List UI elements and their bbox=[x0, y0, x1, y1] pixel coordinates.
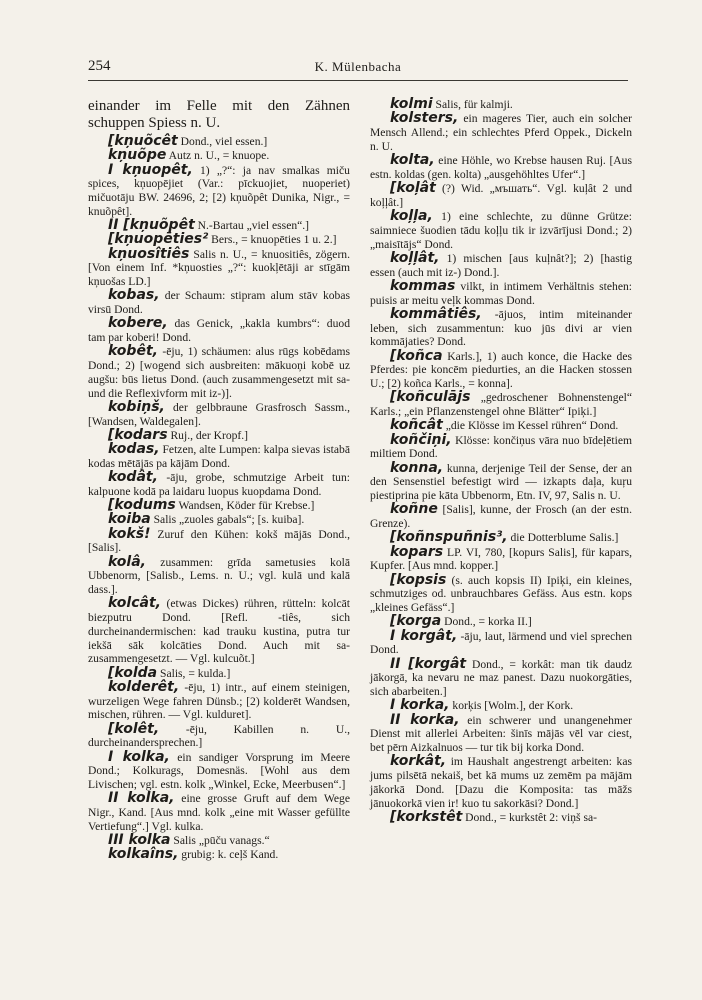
entry-text: Wandsen, Köder für Krebse.] bbox=[175, 499, 315, 512]
dictionary-entry bbox=[370, 277, 632, 308]
entry-headword: I korgât, bbox=[390, 627, 458, 644]
entry-text: eine Höhle, wo Krebse hausen Ruj. [Aus estn. koldas (gen. kolta) „ausgehöhltes Ufer“.] bbox=[370, 154, 632, 181]
entry-headword: [korkstêt bbox=[390, 808, 463, 825]
entry-text: (etwas Dickes) rühren, rütteln: kolcāt biezputru Dond. [Refl. -tiês, sich durcheinandermischen: kad trauku kustina, putra tur iekšā sāk kolcāties Dond. Auch mit sa- zusammengesetzt. — Vgl. kulcuõt.] bbox=[88, 597, 350, 666]
entry-text: -āju, laut, lärmend und viel sprechen Dond. bbox=[370, 629, 632, 657]
dictionary-entry bbox=[88, 443, 350, 471]
entry-headword: [kņuõcêt bbox=[108, 133, 178, 149]
entry-headword: koñčiņi, bbox=[390, 431, 452, 448]
entry-headword: kolta, bbox=[390, 152, 435, 168]
entry-text: zusammen: grīda sametusies kolā Ubbenorm, [Salisb., Lems. n. U.; vgl. kulā und kalā dass.]. bbox=[88, 555, 350, 596]
entry-text: korķis [Wolm.], der Kork. bbox=[449, 699, 574, 713]
left-column bbox=[88, 98, 350, 863]
dictionary-entry bbox=[88, 398, 350, 429]
entry-headword: I kņuopêt, bbox=[108, 161, 193, 178]
entry-headword: kobiņš, bbox=[108, 398, 165, 415]
entry-headword: kopars bbox=[390, 543, 444, 560]
entry-text: Dond., viel essen.] bbox=[177, 135, 268, 148]
dictionary-entry bbox=[370, 154, 632, 182]
dictionary-entry bbox=[88, 720, 350, 751]
page-number: 254 bbox=[88, 58, 111, 74]
entry-text: -ēju, 1) intr., auf einem steinigen, wurzeligen Wege fahren Dünsb.; [2) kolderēt Wandsen, mischen, rühren. — Vgl. kulduret]. bbox=[88, 680, 350, 722]
entry-text: Salis, für kalmji. bbox=[432, 98, 513, 111]
entry-headword: kolmi bbox=[390, 96, 433, 112]
dictionary-entry bbox=[88, 98, 350, 132]
entry-headword: konna, bbox=[390, 459, 444, 476]
entry-headword: kņuosîtiês bbox=[108, 245, 190, 262]
entry-text: vilkt, in intimem Verhältnis stehen: puisis ar meitu veļk kommas Dond. bbox=[370, 279, 632, 307]
entry-text: N.-Bartau „viel essen“.] bbox=[194, 219, 310, 232]
dictionary-entry bbox=[370, 112, 632, 153]
entry-text: Salis, = kulda.] bbox=[157, 666, 231, 680]
entry-text: (?) Wid. „мъшать“. Vgl. kuļât 2 und koļļât.] bbox=[370, 182, 632, 209]
entry-text: (s. auch kopsis II) Ipiķi, ein kleines, schmutziges od. unbrauchbares Gefäss. Aus estn. kops „kleines Gefäss“.] bbox=[370, 573, 632, 614]
dictionary-entry bbox=[88, 245, 350, 289]
dictionary-entry bbox=[370, 431, 632, 462]
entry-text: -āju, grobe, schmutzige Arbeit tun: kalpuone kodā pa laidaru luopus kuopdama Dond. bbox=[88, 471, 350, 498]
entry-headword: kņuõpe bbox=[108, 147, 167, 164]
entry-headword: kolsters, bbox=[390, 110, 459, 127]
entry-headword: kobere, bbox=[108, 315, 168, 332]
entry-text: Zuruf den Kühen: kokš mājās Dond., [Salis]. bbox=[88, 527, 350, 555]
dictionary-entry bbox=[370, 391, 632, 419]
dictionary-entry bbox=[370, 249, 632, 280]
dictionary-entry bbox=[88, 848, 350, 862]
dictionary-entry bbox=[370, 182, 632, 210]
entry-text: Salis „zuoles gabals“; [s. kuiba]. bbox=[150, 513, 305, 527]
dictionary-entry bbox=[370, 755, 632, 810]
entry-text: der gelbbraune Grasfrosch Sassm., [Wandsen, Waldegalen]. bbox=[88, 400, 350, 428]
dictionary-entry bbox=[370, 571, 632, 615]
running-title: K. Mülenbacha bbox=[314, 59, 402, 74]
entry-headword: kobas, bbox=[108, 287, 160, 304]
entry-text: Dond., = kurkstêt 2: viņš sa- bbox=[462, 810, 597, 824]
right-column bbox=[370, 98, 632, 825]
entry-headword: [kolêt, bbox=[108, 720, 160, 737]
dictionary-entry bbox=[88, 345, 350, 400]
entry-headword: [koñnspuñnis³, bbox=[390, 529, 508, 546]
entry-headword: kodas, bbox=[108, 441, 160, 457]
entry-text: -ājuos, intim miteinander leben, sich zusammentun: kuo jūs divi ar vien kommājaties? Dond. bbox=[370, 307, 632, 349]
dictionary-entry bbox=[370, 543, 632, 574]
entry-headword: kommas bbox=[390, 277, 456, 294]
entry-text: Autz n. U., = knuope. bbox=[166, 149, 270, 163]
page-header bbox=[88, 58, 628, 81]
dictionary-entry bbox=[88, 553, 350, 597]
dictionary-entry bbox=[370, 347, 632, 391]
entry-text: „gedroschener Bohnenstengel“ Karls.; „ein Pflanzenstengel ohne Blätter“ Ipiķi.] bbox=[370, 391, 632, 418]
entry-text: ein schwerer und unangenehmer Dienst mit allerlei Arbeiten: šinīs mājās vēl var ciest, bet pērn Aizkalnuos — tur tik bij korka Dond. bbox=[370, 713, 632, 754]
entry-text: ein mageres Tier, auch ein solcher Mensch Allend.; ein schlechtes Pferd Oppek., Dickeln n. U. bbox=[370, 112, 632, 153]
entry-text: die Dotterblume Salis.] bbox=[507, 531, 619, 545]
entry-headword: [koñca bbox=[390, 347, 443, 364]
entry-text: 1) mischen [aus kuļnât?]; 2) [hastig essen (auch mit iz-) Dond.]. bbox=[370, 251, 632, 279]
entry-text: 1) „?“: ja nav smalkas miču spices, kņuopējiet (Var.: pīckuojiet, nuoperiet) mičuotāju BW. 24696, 2; [2) kņuõpêt Dunika, Nigr., = knuõpêt]. bbox=[88, 163, 350, 218]
entry-text: im Haushalt angestrengt arbeiten: kas jums pilsētā nekaiš, bet kā mums uz zemēm pa mājām jākorkā Dond. [Dazu die Komposita: tas māžs jānuokorkā vien ir! kuo tu sakorkāsi? Dond.] bbox=[370, 755, 632, 810]
entry-text: -ēju, Kabillen n. U., durcheinandersprechen.] bbox=[88, 722, 350, 750]
entry-text: einander im Felle mit den Zähnen schuppen Spiess n. U. bbox=[88, 98, 350, 131]
entry-headword: koñcât bbox=[390, 417, 443, 434]
dictionary-entry bbox=[370, 305, 632, 349]
entry-headword: koļļa, bbox=[390, 208, 433, 224]
dictionary-entry bbox=[370, 503, 632, 531]
entry-text: -ēju, 1) schäumen: alus rūgs kobēdams Dond.; 2) [wogend sich ausbreiten: mākuoņi kobē uz augšu: būs lietus Dond. (auch zusammengesetzt mit sa- und die Reflexivform mit iz-)]. bbox=[88, 345, 350, 400]
entry-text: ein sandiger Vorsprung im Meere Dond.; Kolkurags, Domesnäs. [Wohl aus dem Livischen; vgl. estn. kolk „Winkel, Ecke, Meerbusen“.] bbox=[88, 750, 351, 791]
entry-text: „die Klösse im Kessel rühren“ Dond. bbox=[442, 419, 619, 433]
entry-headword: [korga bbox=[390, 613, 442, 630]
dictionary-entry bbox=[370, 711, 632, 755]
dictionary-entry bbox=[370, 808, 632, 825]
dictionary-entry bbox=[88, 748, 351, 792]
entry-text: LP. VI, 780, [kopurs Salis], für kapars, Kupfer. [Aus mnd. kopper.] bbox=[370, 545, 632, 573]
entry-headword: kolcât, bbox=[108, 595, 161, 612]
entry-headword: kobêt, bbox=[108, 343, 158, 360]
entry-headword: II [kņuõpêt bbox=[108, 217, 195, 233]
entry-text: Klösse: končiņus vāra nuo bīdeļētiem miltiem Dond. bbox=[370, 433, 632, 461]
dictionary-entry bbox=[370, 210, 632, 251]
entry-text: Karls.], 1) auch konce, die Hacke des Pferdes: pie koncēm piedurties, an die Hacken stossen U.; [2) koñca Karls., = konna]. bbox=[370, 349, 632, 390]
dictionary-entry bbox=[370, 655, 633, 699]
dictionary-entry bbox=[370, 627, 632, 658]
entry-headword: koñne bbox=[390, 501, 438, 518]
entry-headword: [kodars bbox=[108, 426, 168, 443]
entry-headword: I kolka, bbox=[108, 748, 170, 765]
dictionary-entry bbox=[88, 525, 350, 556]
entry-headword: kodât, bbox=[108, 469, 158, 485]
entry-text: das Genick, „kakla kumbrs“: duod tam par koberi! Dond. bbox=[88, 317, 350, 344]
dictionary-entry bbox=[88, 289, 350, 317]
entry-text: 1) eine schlechte, zu dünne Grütze: saimniece šuodien tādu koļļu tik ir izvārījusi Dond.; 2) „maisītājs“ Dond. bbox=[370, 210, 632, 251]
entry-headword: kokš! bbox=[108, 525, 151, 542]
entry-headword: [kņuopēties² bbox=[108, 231, 209, 248]
entry-headword: korkât, bbox=[390, 753, 447, 770]
dictionary-entry bbox=[88, 317, 350, 345]
entry-text: grubig: k. ceļš Kand. bbox=[178, 848, 279, 862]
dictionary-entry bbox=[88, 161, 350, 219]
entry-headword: II kolka, bbox=[108, 790, 175, 807]
entry-text: Dond., = korkât: man tik daudz jākorgā, ka nevaru ne maz panest. Dazu nuokorgāties, sich abarbeiten.] bbox=[370, 657, 633, 698]
dictionary-entry bbox=[370, 459, 632, 503]
entry-headword: I korka, bbox=[390, 697, 450, 714]
dictionary-entry bbox=[88, 792, 350, 833]
entry-text: kunna, derjenige Teil der Sense, der an den Sensenstiel befestigt wird — izkapts daļa, kuŗu piestiprina pie kāta Ubbenorm, Etn. IV, 97, Salis n. U. bbox=[370, 461, 632, 502]
dictionary-entry bbox=[88, 678, 350, 722]
entry-text: eine grosse Gruft auf dem Wege Nigr., Kand. [Aus mnd. kolk „eine mit Wasser gefüllte Vertiefung“.] Vgl. kulka. bbox=[88, 792, 350, 833]
entry-headword: II [korgât bbox=[390, 655, 467, 672]
entry-text: Dond., = korka II.] bbox=[441, 615, 532, 629]
entry-text: Salis „pūču vanags.“ bbox=[170, 834, 270, 847]
entry-headword: kommâtiês, bbox=[390, 305, 482, 322]
entry-headword: [kolda bbox=[108, 664, 158, 681]
entry-headword: kolâ, bbox=[108, 553, 146, 570]
entry-headword: II korka, bbox=[390, 711, 460, 728]
dictionary-entry bbox=[88, 471, 350, 499]
entry-headword: [koñculājs bbox=[390, 389, 471, 406]
entry-text: Bers., = knuopēties 1 u. 2.] bbox=[208, 233, 337, 247]
entry-headword: III kolka bbox=[108, 832, 171, 848]
dictionary-entry bbox=[88, 597, 350, 666]
entry-headword: [kopsis bbox=[390, 571, 447, 588]
entry-text: Fetzen, alte Lumpen: kalpa sievas istabā kodas mētājās pa kājām Dond. bbox=[88, 443, 350, 470]
entry-headword: [koļât bbox=[390, 180, 436, 196]
entry-text: Salis n. U., = knuositiês, zögern. [Von einem Inf. *kņuosties „?“: kuokļētāji ar stīgām kņuošas LD.] bbox=[88, 247, 350, 288]
entry-text: [Salis], kunne, der Frosch (an der estn. Grenze). bbox=[370, 503, 632, 530]
entry-headword: kolderêt, bbox=[108, 678, 180, 695]
entry-text: Ruj., der Kropf.] bbox=[167, 428, 249, 442]
entry-headword: kolkaîns, bbox=[108, 846, 179, 863]
entry-headword: koiba bbox=[108, 511, 151, 528]
entry-headword: [kodums bbox=[108, 497, 176, 513]
entry-headword: koļļât, bbox=[390, 249, 440, 266]
entry-text: der Schaum: stipram alum stāv kobas virsū Dond. bbox=[88, 289, 350, 316]
